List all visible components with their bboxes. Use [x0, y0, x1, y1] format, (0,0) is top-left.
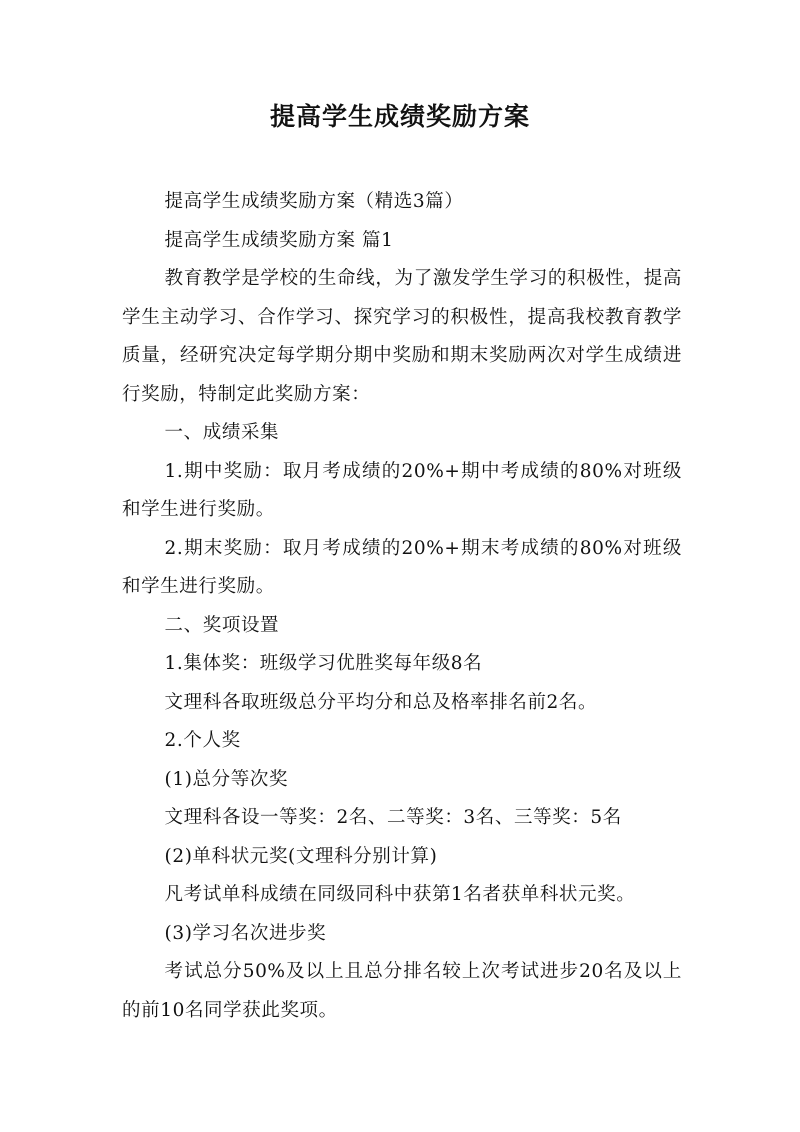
- paragraph-progress-award: (3)学习名次进步奖: [164, 922, 327, 944]
- paragraph-total-rank-award: (1)总分等次奖: [164, 768, 289, 790]
- paragraph-subtitle: 提高学生成绩奖励方案（精选3篇）: [164, 191, 464, 212]
- heading-award-setup: 二、奖项设置: [164, 614, 280, 636]
- paragraph-intro: 教育教学是学校的生命线，为了激发学生学习的积极性，提高学生主动学习、合作学习、探究学习的积极性，提高我校教育教学质量，经研究决定每学期分期中奖励和期末奖励两次对学生成绩进行奖励，特制定此奖励方案：: [122, 268, 682, 405]
- heading-score-collection: 一、成绩采集: [164, 422, 280, 443]
- paragraph-total-rank-detail: 文理科各设一等奖：2名、二等奖：3名、三等奖：5名: [164, 807, 622, 828]
- paragraph-progress-detail: 考试总分50%及以上且总分排名较上次考试进步20名及以上的前10名同学获此奖项。: [122, 961, 682, 1021]
- paragraph-collective-detail: 文理科各取班级总分平均分和总及格率排名前2名。: [164, 691, 598, 713]
- document-body: [122, 183, 682, 1030]
- paragraph-midterm-reward: 1.期中奖励：取月考成绩的20%+期中考成绩的80%对班级和学生进行奖励。: [122, 460, 682, 520]
- paragraph-collective-award: 1.集体奖：班级学习优胜奖每年级8名: [164, 653, 483, 674]
- paragraph-final-reward: 2.期末奖励：取月考成绩的20%+期末考成绩的80%对班级和学生进行奖励。: [122, 537, 682, 597]
- paragraph-section-heading: 提高学生成绩奖励方案 篇1: [164, 229, 394, 251]
- paragraph-single-subject-detail: 凡考试单科成绩在同级同科中获第1名者获单科状元奖。: [164, 884, 636, 905]
- document-title: 提高学生成绩奖励方案: [269, 102, 530, 131]
- paragraph-individual-award: 2.个人奖: [164, 730, 241, 751]
- paragraph-single-subject-award: (2)单科状元奖(文理科分别计算): [164, 845, 438, 867]
